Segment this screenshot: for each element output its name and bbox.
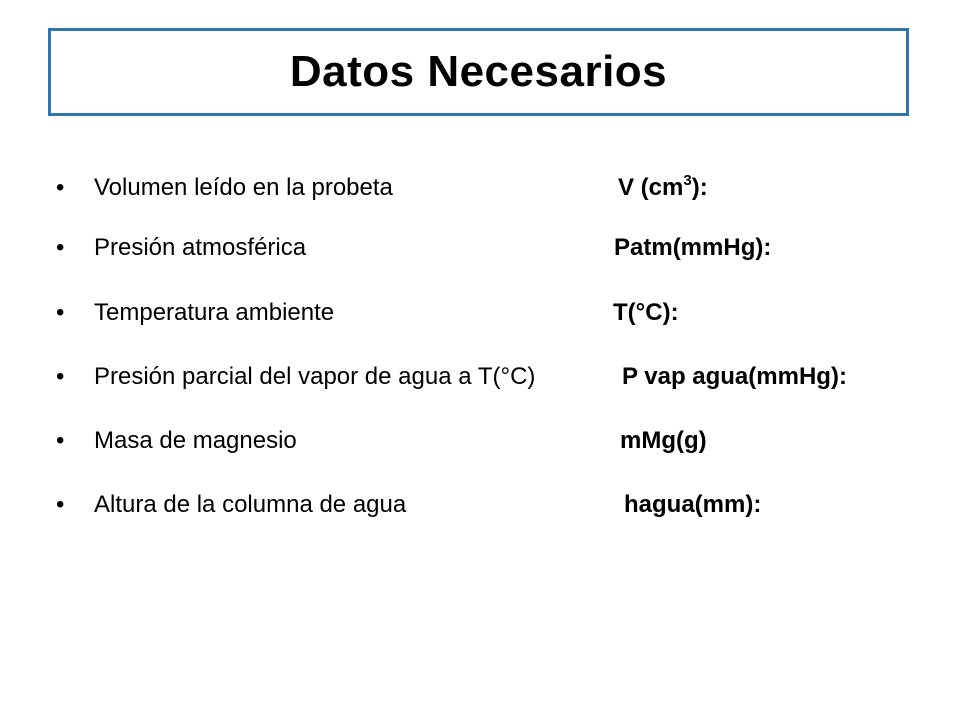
list-item xyxy=(0,360,960,394)
item-symbol: T(°C): xyxy=(613,299,679,326)
bullet-icon: • xyxy=(56,174,65,201)
bullet-icon: • xyxy=(56,491,65,518)
item-symbol-superscript: 3 xyxy=(683,172,692,189)
list-item xyxy=(0,296,960,330)
item-symbol: mMg(g) xyxy=(620,427,707,454)
list-item xyxy=(0,488,960,522)
item-symbol-prefix: V (cm xyxy=(618,174,684,201)
item-label: Volumen leído en la probeta xyxy=(94,174,393,201)
bullet-icon: • xyxy=(56,427,65,454)
item-symbol: Patm(mmHg): xyxy=(614,234,772,261)
bullet-icon: • xyxy=(56,363,65,390)
item-label: Masa de magnesio xyxy=(94,427,297,454)
list-item xyxy=(0,231,960,265)
item-symbol: P vap agua(mmHg): xyxy=(622,363,847,390)
item-label: Temperatura ambiente xyxy=(94,299,335,326)
item-label: Altura de la columna de agua xyxy=(94,491,407,518)
item-label: Presión atmosférica xyxy=(94,234,307,261)
bullet-icon: • xyxy=(56,234,65,261)
item-label: Presión parcial del vapor de agua a T(°C) xyxy=(94,363,536,390)
bullet-icon: • xyxy=(56,299,65,326)
list-item xyxy=(0,171,960,205)
item-symbol-suffix: ): xyxy=(691,174,708,201)
item-symbol xyxy=(618,171,708,205)
item-symbol: hagua(mm): xyxy=(624,491,762,518)
list-item xyxy=(0,424,960,458)
slide-title: Datos Necesarios xyxy=(289,47,668,96)
